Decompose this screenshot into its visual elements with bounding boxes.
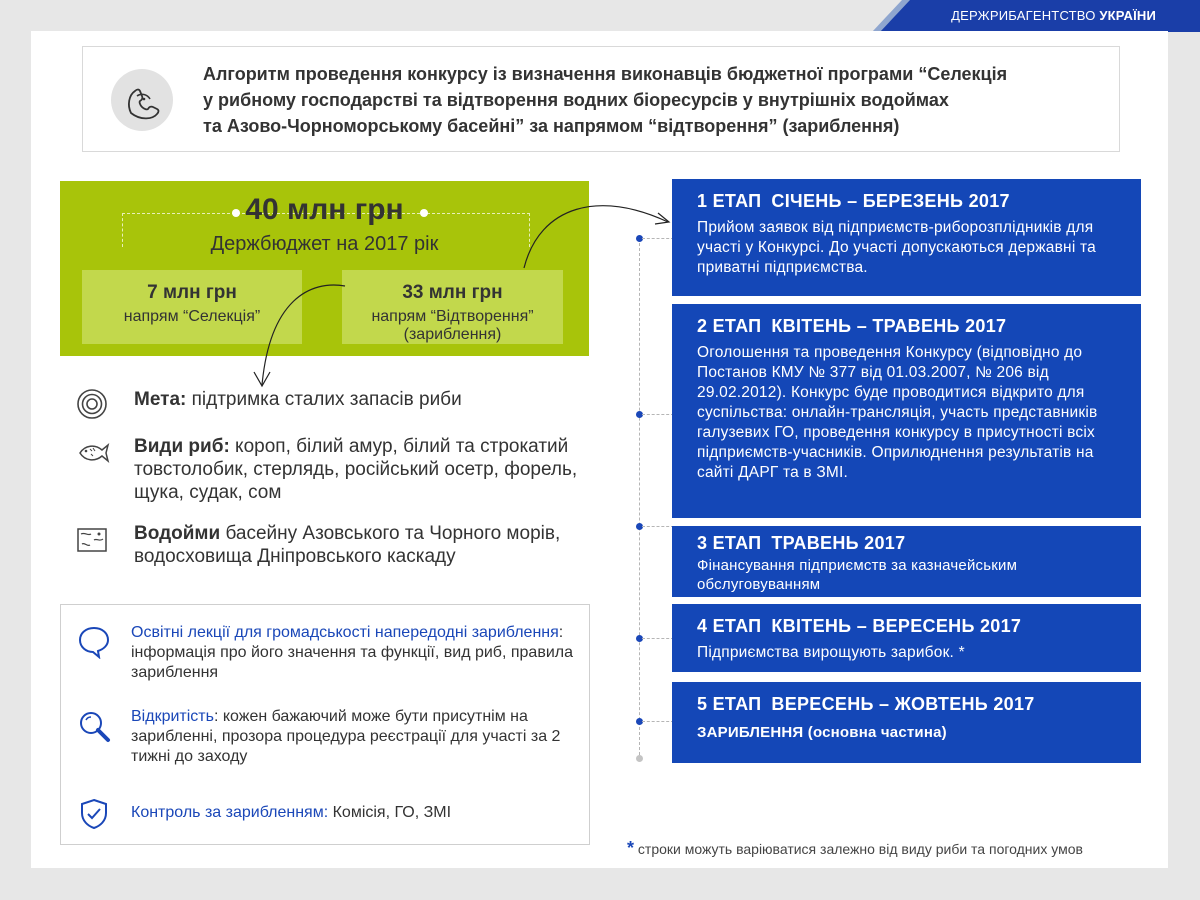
stage-2-card [672, 304, 1141, 518]
restoration-label: напрям “Відтворення” (зариблення) [371, 308, 534, 343]
stage-5-card [672, 682, 1141, 763]
stage-1-heading: 1 ЕТАП СІЧЕНЬ – БЕРЕЗЕНЬ 2017 [697, 191, 1010, 211]
footnote: * строки можуть варіюватися залежно від виду риби та погодних умов [627, 838, 1083, 858]
agency-badge [880, 0, 1200, 32]
stage-4-card [672, 604, 1141, 672]
map-icon [76, 526, 108, 558]
stage-3-description: Фінансування підприємств за казначейським обслуговуванням [697, 557, 1018, 593]
control-text: Контроль за зарибленням: Комісія, ГО, ЗМІ [131, 804, 452, 821]
stage-1-card [672, 179, 1141, 296]
stage-1-description: Прийом заявок від підприємств-риборозплідників для участі у Конкурсі. До участі допускаються державні та приватні підприємства. [697, 219, 1096, 276]
waters-text: Водойми басейну Азовського та Чорного морів, водосховища Дніпровського каскаду [134, 523, 561, 567]
page-title: Алгоритм проведення конкурсу із визначення виконавців бюджетної програми “Селекція у рибному господарстві та відтворення водних біоресурсів у внутрішніх водоймах та Азово-Чорноморському басейні” за напрямом “відтворення” (зариблення) [203, 64, 1008, 136]
fish-icon [76, 439, 108, 471]
header-box [82, 46, 1120, 152]
fish-hand-icon [111, 69, 173, 131]
public-control-box [60, 604, 590, 845]
selection-card [82, 270, 302, 344]
selection-amount: 7 млн грн [147, 282, 237, 303]
timeline-connector [642, 526, 674, 527]
species-text: Види риб: короп, білий амур, білий та строкатий товстолобик, стерлядь, російський осетр, форель, щука, судак, сом [134, 436, 578, 503]
openness-text: Відкритість: кожен бажаючий може бути присутнім на зарибленні, прозора процедура реєстрації для участі за 2 тижні до заходу [131, 708, 561, 765]
stage-2-description: Оголошення та проведення Конкурсу (відповідно до Постанов КМУ № 377 від 01.03.2007, № 206 від 29.02.2012). Конкурс буде проводитися відкрито для суспільства: онлайн-трансляція, участь представників галузевих ГО, проведення конкурсу в присутності всіх підприємств-учасників. Оприлюднення результатів на сайті ДАРГ та в ЗМІ. [697, 344, 1098, 481]
timeline-line [639, 238, 640, 760]
shield-check-icon [77, 797, 111, 831]
lectures-text: Освітні лекції для громадськості напередодні зариблення: інформація про його значення та функції, вид риб, правила зариблення [131, 624, 573, 681]
selection-label: напрям “Селекція” [123, 308, 261, 325]
stage-5-heading: 5 ЕТАП ВЕРЕСЕНЬ – ЖОВТЕНЬ 2017 [697, 694, 1035, 714]
stage-2-heading: 2 ЕТАП КВІТЕНЬ – ТРАВЕНЬ 2017 [697, 316, 1007, 336]
target-icon [76, 388, 108, 420]
stage-4-description: Підприємства вирощують зарибок. * [697, 644, 965, 661]
timeline-connector [642, 238, 674, 239]
stage-4-heading: 4 ЕТАП КВІТЕНЬ – ВЕРЕСЕНЬ 2017 [697, 616, 1022, 636]
budget-total-label: Держбюджет на 2017 рік [210, 233, 439, 255]
agency-name: ДЕРЖРИБАГЕНТСТВО УКРАЇНИ [951, 8, 1156, 23]
stage-3-heading: 3 ЕТАП ТРАВЕНЬ 2017 [697, 533, 906, 553]
timeline-connector [642, 414, 674, 415]
timeline-connector [642, 638, 674, 639]
timeline-end-dot [636, 755, 643, 762]
restoration-amount: 33 млн грн [402, 282, 503, 303]
stage-5-description: ЗАРИБЛЕННЯ (основна частина) [697, 724, 947, 741]
restoration-card [342, 270, 563, 344]
speech-bubble-icon [77, 625, 111, 659]
magnifier-icon [77, 709, 111, 743]
timeline-connector [642, 721, 674, 722]
budget-block [60, 181, 589, 356]
goal-text: Мета: підтримка сталих запасів риби [134, 389, 462, 410]
stage-3-card [672, 526, 1141, 597]
budget-total: 40 млн грн [245, 193, 404, 226]
